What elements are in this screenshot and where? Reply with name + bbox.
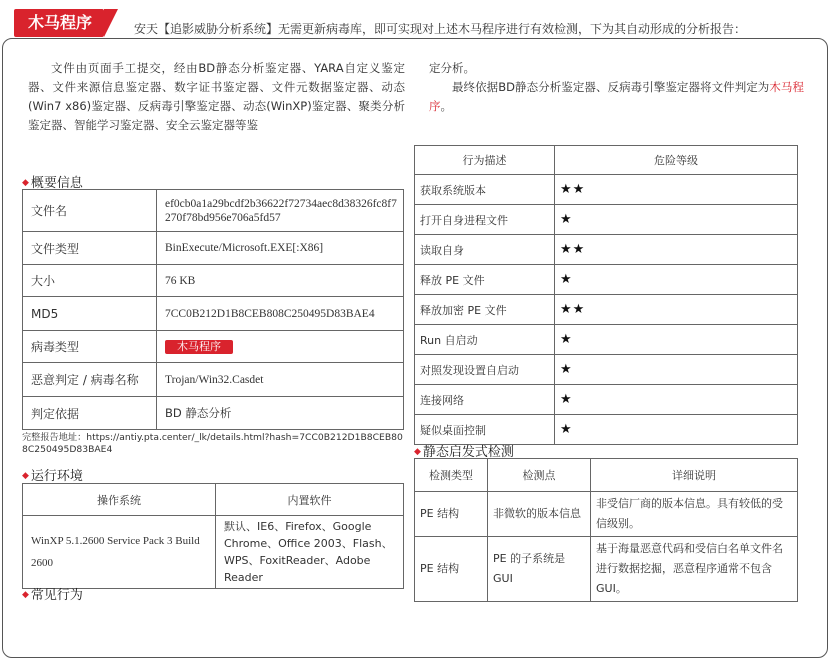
verdict-value: Trojan/Win32.Casdet <box>157 363 404 397</box>
table-row <box>415 295 798 325</box>
danger-level-stars: ★ <box>555 205 798 235</box>
table-header-row <box>415 459 798 492</box>
file-type-value: BinExecute/Microsoft.EXE[:X86] <box>157 232 404 265</box>
behavior-desc: 疑似桌面控制 <box>415 415 555 445</box>
table-row <box>23 331 404 363</box>
table-row <box>415 325 798 355</box>
behavior-desc: 对照发现设置自启动 <box>415 355 555 385</box>
table-row <box>415 205 798 235</box>
table-header-row <box>23 484 404 516</box>
table-row <box>415 265 798 295</box>
file-name-value: ef0cb0a1a29bcdf2b36622f72734aec8d38326fc8f7270f78bd956e706a5fd57 <box>157 190 404 232</box>
basis-value: BD 静态分析 <box>157 397 404 430</box>
full-report-link[interactable]: 完整报告地址：https://antiy.pta.center/_lk/details.html?hash=7CC0B212D1B8CEB808C250495D83BAE4 <box>22 432 403 455</box>
static-point: PE 的子系统是 GUI <box>488 537 591 602</box>
static-detail: 基于海量恶意代码和受信白名单文件名进行数据挖掘，恶意程序通常不包含 GUI。 <box>591 537 798 602</box>
table-row <box>415 235 798 265</box>
behavior-desc: 释放加密 PE 文件 <box>415 295 555 325</box>
overview-key: 大小 <box>23 265 157 297</box>
conclusion-prefix: 最终依据BD静态分析鉴定器、反病毒引擎鉴定器将文件判定为 <box>452 80 770 94</box>
static-table <box>414 458 798 602</box>
static-header-type: 检测类型 <box>415 459 488 492</box>
table-row <box>415 385 798 415</box>
overview-title-text: 概要信息 <box>30 176 83 191</box>
overview-key: MD5 <box>23 297 157 331</box>
table-row <box>415 415 798 445</box>
common-title <box>22 584 83 603</box>
env-header-os: 操作系统 <box>23 484 216 516</box>
behavior-desc: 连接网络 <box>415 385 555 415</box>
table-row <box>415 175 798 205</box>
overview-key: 病毒类型 <box>23 331 157 363</box>
behavior-desc: 获取系统版本 <box>415 175 555 205</box>
danger-level-stars: ★ <box>555 415 798 445</box>
table-header-row <box>415 146 798 175</box>
intro-right-continuation: 定分析。 <box>429 61 475 75</box>
size-value: 76 KB <box>157 265 404 297</box>
danger-level-stars: ★★ <box>555 235 798 265</box>
env-title-text: 运行环境 <box>30 469 83 484</box>
table-row <box>23 397 404 430</box>
virus-type-badge: 木马程序 <box>165 340 233 354</box>
behavior-desc: 打开自身进程文件 <box>415 205 555 235</box>
overview-key: 文件名 <box>23 190 157 232</box>
bullet-icon: ◆ <box>22 590 29 600</box>
env-table <box>22 483 404 589</box>
danger-level-stars: ★ <box>555 265 798 295</box>
env-os-value: WinXP 5.1.2600 Service Pack 3 Build 2600 <box>23 516 216 589</box>
overview-key: 恶意判定 / 病毒名称 <box>23 363 157 397</box>
intro-conclusion <box>429 78 804 116</box>
header-summary: 安天【追影威胁分析系统】无需更新病毒库，即可实现对上述木马程序进行有效检测，下为其自动形成的分析报告： <box>134 22 747 36</box>
env-header-software: 内置软件 <box>216 484 404 516</box>
static-title-text: 静态启发式检测 <box>422 445 514 460</box>
env-software-value: 默认、IE6、Firefox、Google Chrome、Office 2003、Flash、WPS、FoxitReader、Adobe Reader <box>216 516 404 589</box>
category-badge: 木马程序 <box>14 9 104 37</box>
danger-level-stars: ★★ <box>555 175 798 205</box>
danger-level-stars: ★ <box>555 325 798 355</box>
intro-left-paragraph: 文件由页面手工提交，经由BD静态分析鉴定器、YARA自定义鉴定器、文件来源信息鉴定器、数字证书鉴定器、文件元数据鉴定器、动态(Win7 x86)鉴定器、反病毒引擎鉴定器、动态(WinXP)鉴定器、聚类分析鉴定器、智能学习鉴定器、安全云鉴定器等鉴 <box>28 61 405 132</box>
static-detail: 非受信厂商的版本信息。具有较低的受信级别。 <box>591 492 798 537</box>
behavior-header-desc: 行为描述 <box>415 146 555 175</box>
table-row <box>415 537 798 602</box>
conclusion-highlight: 木马程序 <box>429 80 804 113</box>
danger-level-stars: ★ <box>555 385 798 415</box>
behavior-desc: Run 自启动 <box>415 325 555 355</box>
common-title-text: 常见行为 <box>30 588 83 603</box>
behavior-header-level: 危险等级 <box>555 146 798 175</box>
bullet-icon: ◆ <box>414 447 421 457</box>
static-header-detail: 详细说明 <box>591 459 798 492</box>
static-point: 非微软的版本信息 <box>488 492 591 537</box>
bullet-icon: ◆ <box>22 471 29 481</box>
danger-level-stars: ★ <box>555 355 798 385</box>
static-header-point: 检测点 <box>488 459 591 492</box>
table-row <box>23 190 404 232</box>
behavior-desc: 释放 PE 文件 <box>415 265 555 295</box>
overview-table <box>22 189 404 430</box>
conclusion-suffix: 。 <box>440 99 452 113</box>
env-title <box>22 465 83 484</box>
table-row <box>23 363 404 397</box>
overview-key: 判定依据 <box>23 397 157 430</box>
static-type: PE 结构 <box>415 537 488 602</box>
table-row <box>23 516 404 589</box>
table-row <box>415 355 798 385</box>
md5-value: 7CC0B212D1B8CEB808C250495D83BAE4 <box>157 297 404 331</box>
bullet-icon: ◆ <box>22 178 29 188</box>
static-type: PE 结构 <box>415 492 488 537</box>
behavior-table <box>414 145 798 445</box>
virus-type-cell <box>157 331 404 363</box>
table-row <box>415 492 798 537</box>
table-row <box>23 265 404 297</box>
overview-key: 文件类型 <box>23 232 157 265</box>
table-row <box>23 232 404 265</box>
behavior-desc: 读取自身 <box>415 235 555 265</box>
danger-level-stars: ★★ <box>555 295 798 325</box>
table-row <box>23 297 404 331</box>
